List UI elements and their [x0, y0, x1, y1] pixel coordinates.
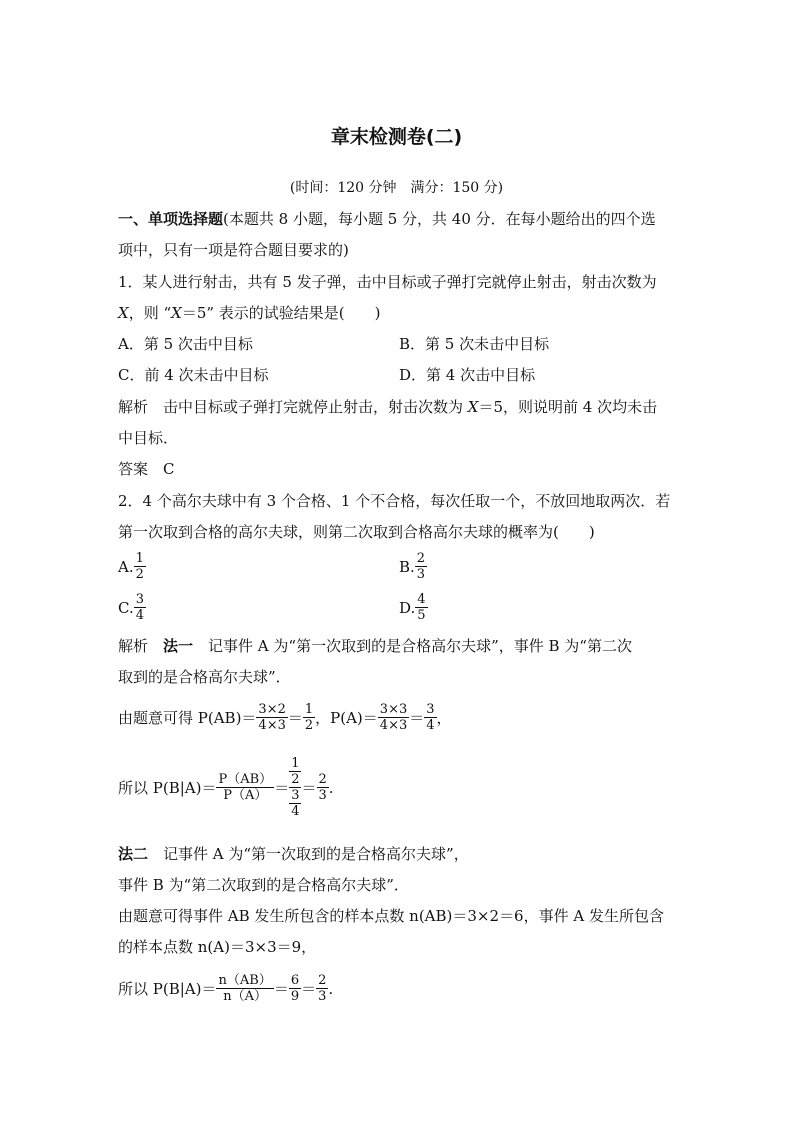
- method1-label: 法一: [148, 637, 194, 655]
- var-x: X: [118, 304, 129, 322]
- section-heading: 一、单项选择题: [118, 210, 224, 228]
- fraction: $\frac{2}{3}$: [318, 973, 327, 1004]
- q1-stem-text-d: ＝5” 表示的试验结果是( ): [181, 304, 381, 322]
- q2-analysis-line1: [118, 636, 632, 656]
- q1-analysis-text-c: ＝5，则说明前 4 次均未击: [478, 398, 658, 416]
- q2-option-a: [118, 551, 146, 582]
- fraction: $\frac{P(AB)}{P(A)}$: [218, 772, 273, 803]
- eq-text: .: [328, 778, 334, 797]
- q1-analysis-line1: [118, 397, 657, 417]
- eq-text: ＝: [301, 779, 317, 797]
- q2-option-c: [118, 592, 146, 623]
- q1-option-a: A．第 5 次击中目标: [118, 335, 253, 353]
- option-label: D.: [399, 598, 416, 617]
- var-x: X: [467, 398, 479, 416]
- q2-option-d: [399, 592, 428, 623]
- option-label: B.: [399, 557, 415, 576]
- eq-text: 所以 P(B|A)＝: [118, 779, 217, 797]
- q2-option-b: [399, 551, 427, 582]
- q2-m2-text: 记事件 A 为“第一次取到的是合格高尔夫球”，: [148, 845, 469, 863]
- eq-text: 所以 P(B|A)＝: [118, 980, 217, 998]
- q1-option-c: C．前 4 次未击中目标: [118, 366, 269, 384]
- fraction: $\frac{6}{9}$: [290, 973, 300, 1004]
- q2-m1-equation2: [118, 756, 334, 819]
- q2-stem-line1: 2．4 个高尔夫球中有 3 个合格、1 个不合格，每次任取一个，不放回地取两次．若: [118, 492, 671, 510]
- eq-text: ＝: [409, 709, 425, 727]
- q2-m1-text: 记事件 A 为“第一次取到的是合格高尔夫球”，事件 B 为“第二次: [193, 637, 632, 655]
- analysis-label: 解析: [118, 398, 149, 416]
- var-x: X: [171, 304, 182, 322]
- section-intro-text: (本题共 8 小题，每小题 5 分，共 40 分．在每小题给出的四个选: [223, 210, 656, 228]
- eq-text: ＝: [287, 709, 303, 727]
- section-intro-line1: [118, 209, 656, 229]
- fraction: $\frac{4}{5}$: [417, 592, 426, 623]
- fraction: $\frac{3}{4}$: [135, 592, 144, 623]
- q2-m2-line1: [118, 844, 469, 864]
- eq-text: ＝: [274, 779, 290, 797]
- option-label: C.: [118, 598, 134, 617]
- q1-stem-line1: 1．某人进行射击，共有 5 发子弹，击中目标或子弹打完就停止射击，射击次数为: [118, 273, 657, 291]
- q2-m1-equation1: [118, 702, 452, 733]
- answer-label: 答案: [118, 460, 149, 478]
- q1-stem-line2: [118, 303, 381, 323]
- q1-stem-text-b: ，则 “: [128, 304, 172, 322]
- fraction: $\frac{1}{2}$: [135, 551, 144, 582]
- fraction: $\frac{3\times 3}{4\times 3}$: [379, 702, 408, 733]
- q2-m2-line4: 的样本点数 n(A)＝3×3＝9，: [118, 938, 317, 956]
- q2-stem-line2: 第一次取到合格的高尔夫球，则第二次取到合格高尔夫球的概率为( ): [118, 523, 595, 541]
- answer-value: C: [148, 460, 175, 478]
- fraction: $\frac{1}{2}$: [304, 702, 314, 733]
- q2-m2-line3: 由题意可得事件 AB 发生所包含的样本点数 n(AB)＝3×2＝6，事件 A 发生所包含: [118, 907, 664, 925]
- q2-m2-line2: 事件 B 为“第二次取到的是合格高尔夫球”．: [118, 876, 409, 894]
- eq-text: ，P(A)＝: [315, 709, 378, 727]
- fraction: $\frac{3\times 2}{4\times 3}$: [258, 702, 286, 733]
- eq-text: 由题意可得 P(AB)＝: [118, 709, 257, 727]
- eq-text: ＝: [301, 980, 317, 998]
- compound-fraction: $\frac{\frac{1}{2}}{\frac{3}{4}}$: [291, 756, 300, 819]
- fraction: $\frac{2}{3}$: [318, 772, 327, 803]
- section-intro-line2: 项中，只有一项是符合题目要求的): [118, 241, 349, 259]
- eq-text: ，: [436, 709, 452, 727]
- eq-text: .: [328, 979, 334, 998]
- exam-time-score: (时间：120 分钟 满分：150 分): [289, 180, 504, 196]
- q1-option-d: D．第 4 次击中目标: [399, 366, 536, 384]
- eq-text: ＝: [273, 980, 289, 998]
- q1-option-b: B．第 5 次未击中目标: [399, 335, 550, 353]
- fraction: $\frac{2}{3}$: [416, 551, 426, 582]
- q1-analysis-line2: 中目标．: [118, 429, 179, 447]
- page-title: 章末检测卷(二): [330, 126, 463, 148]
- option-label: A.: [118, 557, 134, 576]
- q2-m2-equation: [118, 973, 333, 1004]
- q2-analysis-line2: 取到的是合格高尔夫球”．: [118, 668, 291, 686]
- fraction: $\frac{n(AB)}{n(A)}$: [218, 973, 272, 1004]
- q1-answer: [118, 459, 175, 479]
- fraction: $\frac{3}{4}$: [426, 702, 435, 733]
- method2-label: 法二: [118, 845, 149, 863]
- analysis-label: 解析: [118, 637, 149, 655]
- q1-analysis-text-a: 击中目标或子弹打完就停止射击，射击次数为: [148, 398, 468, 416]
